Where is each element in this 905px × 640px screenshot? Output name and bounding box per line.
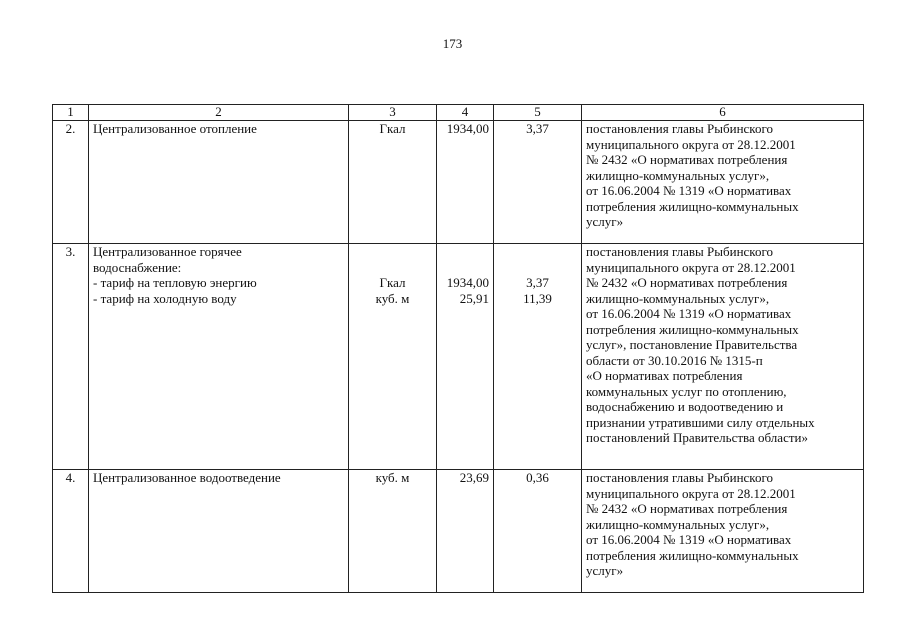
service-name-line: - тариф на холодную воду bbox=[93, 290, 237, 306]
basis-line: постановления главы Рыбинского bbox=[586, 244, 773, 259]
norm-line: 3,37 bbox=[526, 121, 549, 136]
value-cell bbox=[437, 121, 494, 244]
basis-line: муниципального округа от 28.12.2001 bbox=[586, 136, 796, 152]
basis-line: № 2432 «О нормативах потребления bbox=[586, 501, 788, 516]
unit-line: куб. м bbox=[375, 290, 410, 306]
service-name-line: - тариф на тепловую энергию bbox=[93, 275, 257, 290]
row-number: 4. bbox=[53, 470, 89, 593]
basis-line: услуг» bbox=[586, 214, 624, 229]
unit-cell bbox=[349, 244, 437, 470]
value-cell bbox=[437, 244, 494, 470]
basis-line: от 16.06.2004 № 1319 «О нормативах bbox=[586, 532, 792, 547]
norm-line bbox=[498, 260, 577, 276]
header-cell: 1 bbox=[53, 105, 89, 121]
table-row bbox=[53, 470, 864, 593]
tariff-table bbox=[52, 104, 864, 593]
unit-cell bbox=[349, 121, 437, 244]
row-number: 3. bbox=[53, 244, 89, 470]
norm-cell bbox=[494, 244, 582, 470]
basis-line: от 16.06.2004 № 1319 «О нормативах bbox=[586, 306, 792, 321]
value-cell bbox=[437, 470, 494, 593]
norm-cell bbox=[494, 470, 582, 593]
norm-line bbox=[498, 244, 577, 260]
unit-line bbox=[353, 244, 432, 260]
basis-line: жилищно-коммунальных услуг», bbox=[586, 290, 770, 306]
basis-line: услуг», постановление Правительства bbox=[586, 337, 798, 352]
basis-line: постановлений Правительства области» bbox=[586, 430, 808, 445]
service-name-line: Централизованное горячее bbox=[93, 244, 242, 259]
basis-line: № 2432 «О нормативах потребления bbox=[586, 152, 788, 167]
value-line bbox=[441, 260, 489, 276]
value-line: 25,91 bbox=[459, 290, 489, 306]
service-name-line: Централизованное отопление bbox=[93, 121, 257, 136]
value-line bbox=[441, 244, 489, 260]
basis-line: коммунальных услуг по отоплению, bbox=[586, 383, 787, 399]
basis-line: водоснабжению и водоотведению и bbox=[586, 399, 784, 414]
unit-line bbox=[353, 260, 432, 276]
basis-line: муниципального округа от 28.12.2001 bbox=[586, 259, 796, 275]
service-name bbox=[89, 121, 349, 244]
row-number: 2. bbox=[53, 121, 89, 244]
table-row bbox=[53, 121, 864, 244]
header-cell: 3 bbox=[349, 105, 437, 121]
basis-line: потребления жилищно-коммунальных bbox=[586, 547, 799, 563]
basis-line: потребления жилищно-коммунальных bbox=[586, 198, 799, 214]
norm-cell bbox=[494, 121, 582, 244]
table-row bbox=[53, 244, 864, 470]
norm-line: 11,39 bbox=[523, 290, 552, 306]
basis-line: признании утратившими силу отдельных bbox=[586, 414, 815, 430]
basis-line: муниципального округа от 28.12.2001 bbox=[586, 485, 796, 501]
legal-basis-cell bbox=[582, 470, 864, 593]
legal-basis-cell bbox=[582, 244, 864, 470]
header-cell: 5 bbox=[494, 105, 582, 121]
service-name bbox=[89, 470, 349, 593]
legal-basis-cell bbox=[582, 121, 864, 244]
value-line: 1934,00 bbox=[446, 275, 489, 290]
unit-line: Гкал bbox=[379, 275, 406, 290]
basis-line: постановления главы Рыбинского bbox=[586, 470, 773, 485]
basis-line: постановления главы Рыбинского bbox=[586, 121, 773, 136]
basis-line: «О нормативах потребления bbox=[586, 368, 743, 383]
basis-line: области от 30.10.2016 № 1315-п bbox=[586, 352, 763, 368]
basis-line: услуг» bbox=[586, 563, 624, 578]
unit-line: Гкал bbox=[379, 121, 406, 136]
page-number: 173 bbox=[442, 36, 463, 51]
norm-line: 3,37 bbox=[526, 275, 549, 290]
service-name-line: Централизованное водоотведение bbox=[93, 470, 281, 485]
basis-line: потребления жилищно-коммунальных bbox=[586, 321, 799, 337]
basis-line: № 2432 «О нормативах потребления bbox=[586, 275, 788, 290]
value-line: 23,69 bbox=[459, 470, 489, 485]
unit-line: куб. м bbox=[375, 470, 410, 485]
norm-line: 0,36 bbox=[526, 470, 549, 485]
service-name-line: водоснабжение: bbox=[93, 259, 182, 275]
unit-cell bbox=[349, 470, 437, 593]
header-cell: 4 bbox=[437, 105, 494, 121]
header-cell: 2 bbox=[89, 105, 349, 121]
service-name bbox=[89, 244, 349, 470]
value-line: 1934,00 bbox=[446, 121, 489, 136]
table-header-row bbox=[53, 105, 864, 121]
header-cell: 6 bbox=[582, 105, 864, 121]
basis-line: от 16.06.2004 № 1319 «О нормативах bbox=[586, 183, 792, 198]
basis-line: жилищно-коммунальных услуг», bbox=[586, 167, 770, 183]
basis-line: жилищно-коммунальных услуг», bbox=[586, 516, 770, 532]
